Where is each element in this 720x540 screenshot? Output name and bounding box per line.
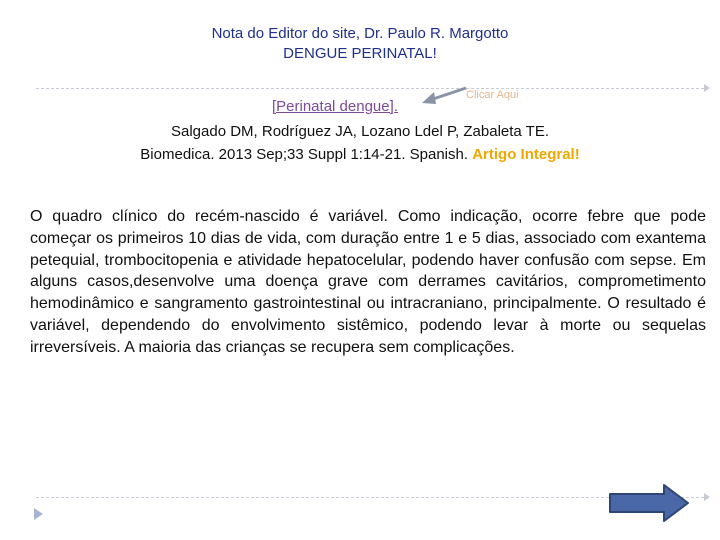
article-title-link[interactable]: [Perinatal dengue]. — [272, 98, 398, 115]
body-paragraph: O quadro clínico do recém-nascido é variável. Como indicação, ocorre febre que pode começar os primeiros 10 dias de vida, com duração entre 1 e 5 dias, associado com exantema petequial, trombocitopenia e atividade hepatocelular, podendo haver confusão com sepse. Em alguns casos,desenvolve uma doença grave com derrames cavitários, comprometimento hemodinâmico e sangramento gastrointestinal ou intracraniano, principalmente. O resultado é variável, dependendo do envolvimento sistêmico, podendo levar à morte ou sequelas irreversíveis. A maioria das crianças se recupera sem complicações. — [30, 208, 706, 356]
next-arrow-button[interactable] — [608, 483, 690, 523]
page-title: DENGUE PERINATAL! — [283, 45, 437, 62]
top-divider — [36, 88, 704, 89]
editor-note-line: Nota do Editor do site, Dr. Paulo R. Margotto — [211, 25, 509, 42]
article-authors: Salgado DM, Rodríguez JA, Lozano Ldel P, Zabaleta TE. — [170, 123, 549, 140]
divider-end-icon — [704, 493, 710, 501]
click-here-hint: Clicar Aqui — [466, 89, 519, 101]
article-citation: Biomedica. 2013 Sep;33 Suppl 1:14-21. Spanish. — [140, 146, 469, 163]
full-article-link[interactable]: Artigo Integral! — [472, 146, 580, 163]
bottom-divider — [36, 497, 704, 498]
divider-end-icon — [704, 84, 710, 92]
arrow-left-icon — [420, 84, 470, 108]
editor-note — [0, 24, 720, 64]
triangle-right-icon — [34, 508, 43, 520]
next-arrow-icon — [610, 485, 688, 521]
article-citation-line — [0, 145, 720, 165]
